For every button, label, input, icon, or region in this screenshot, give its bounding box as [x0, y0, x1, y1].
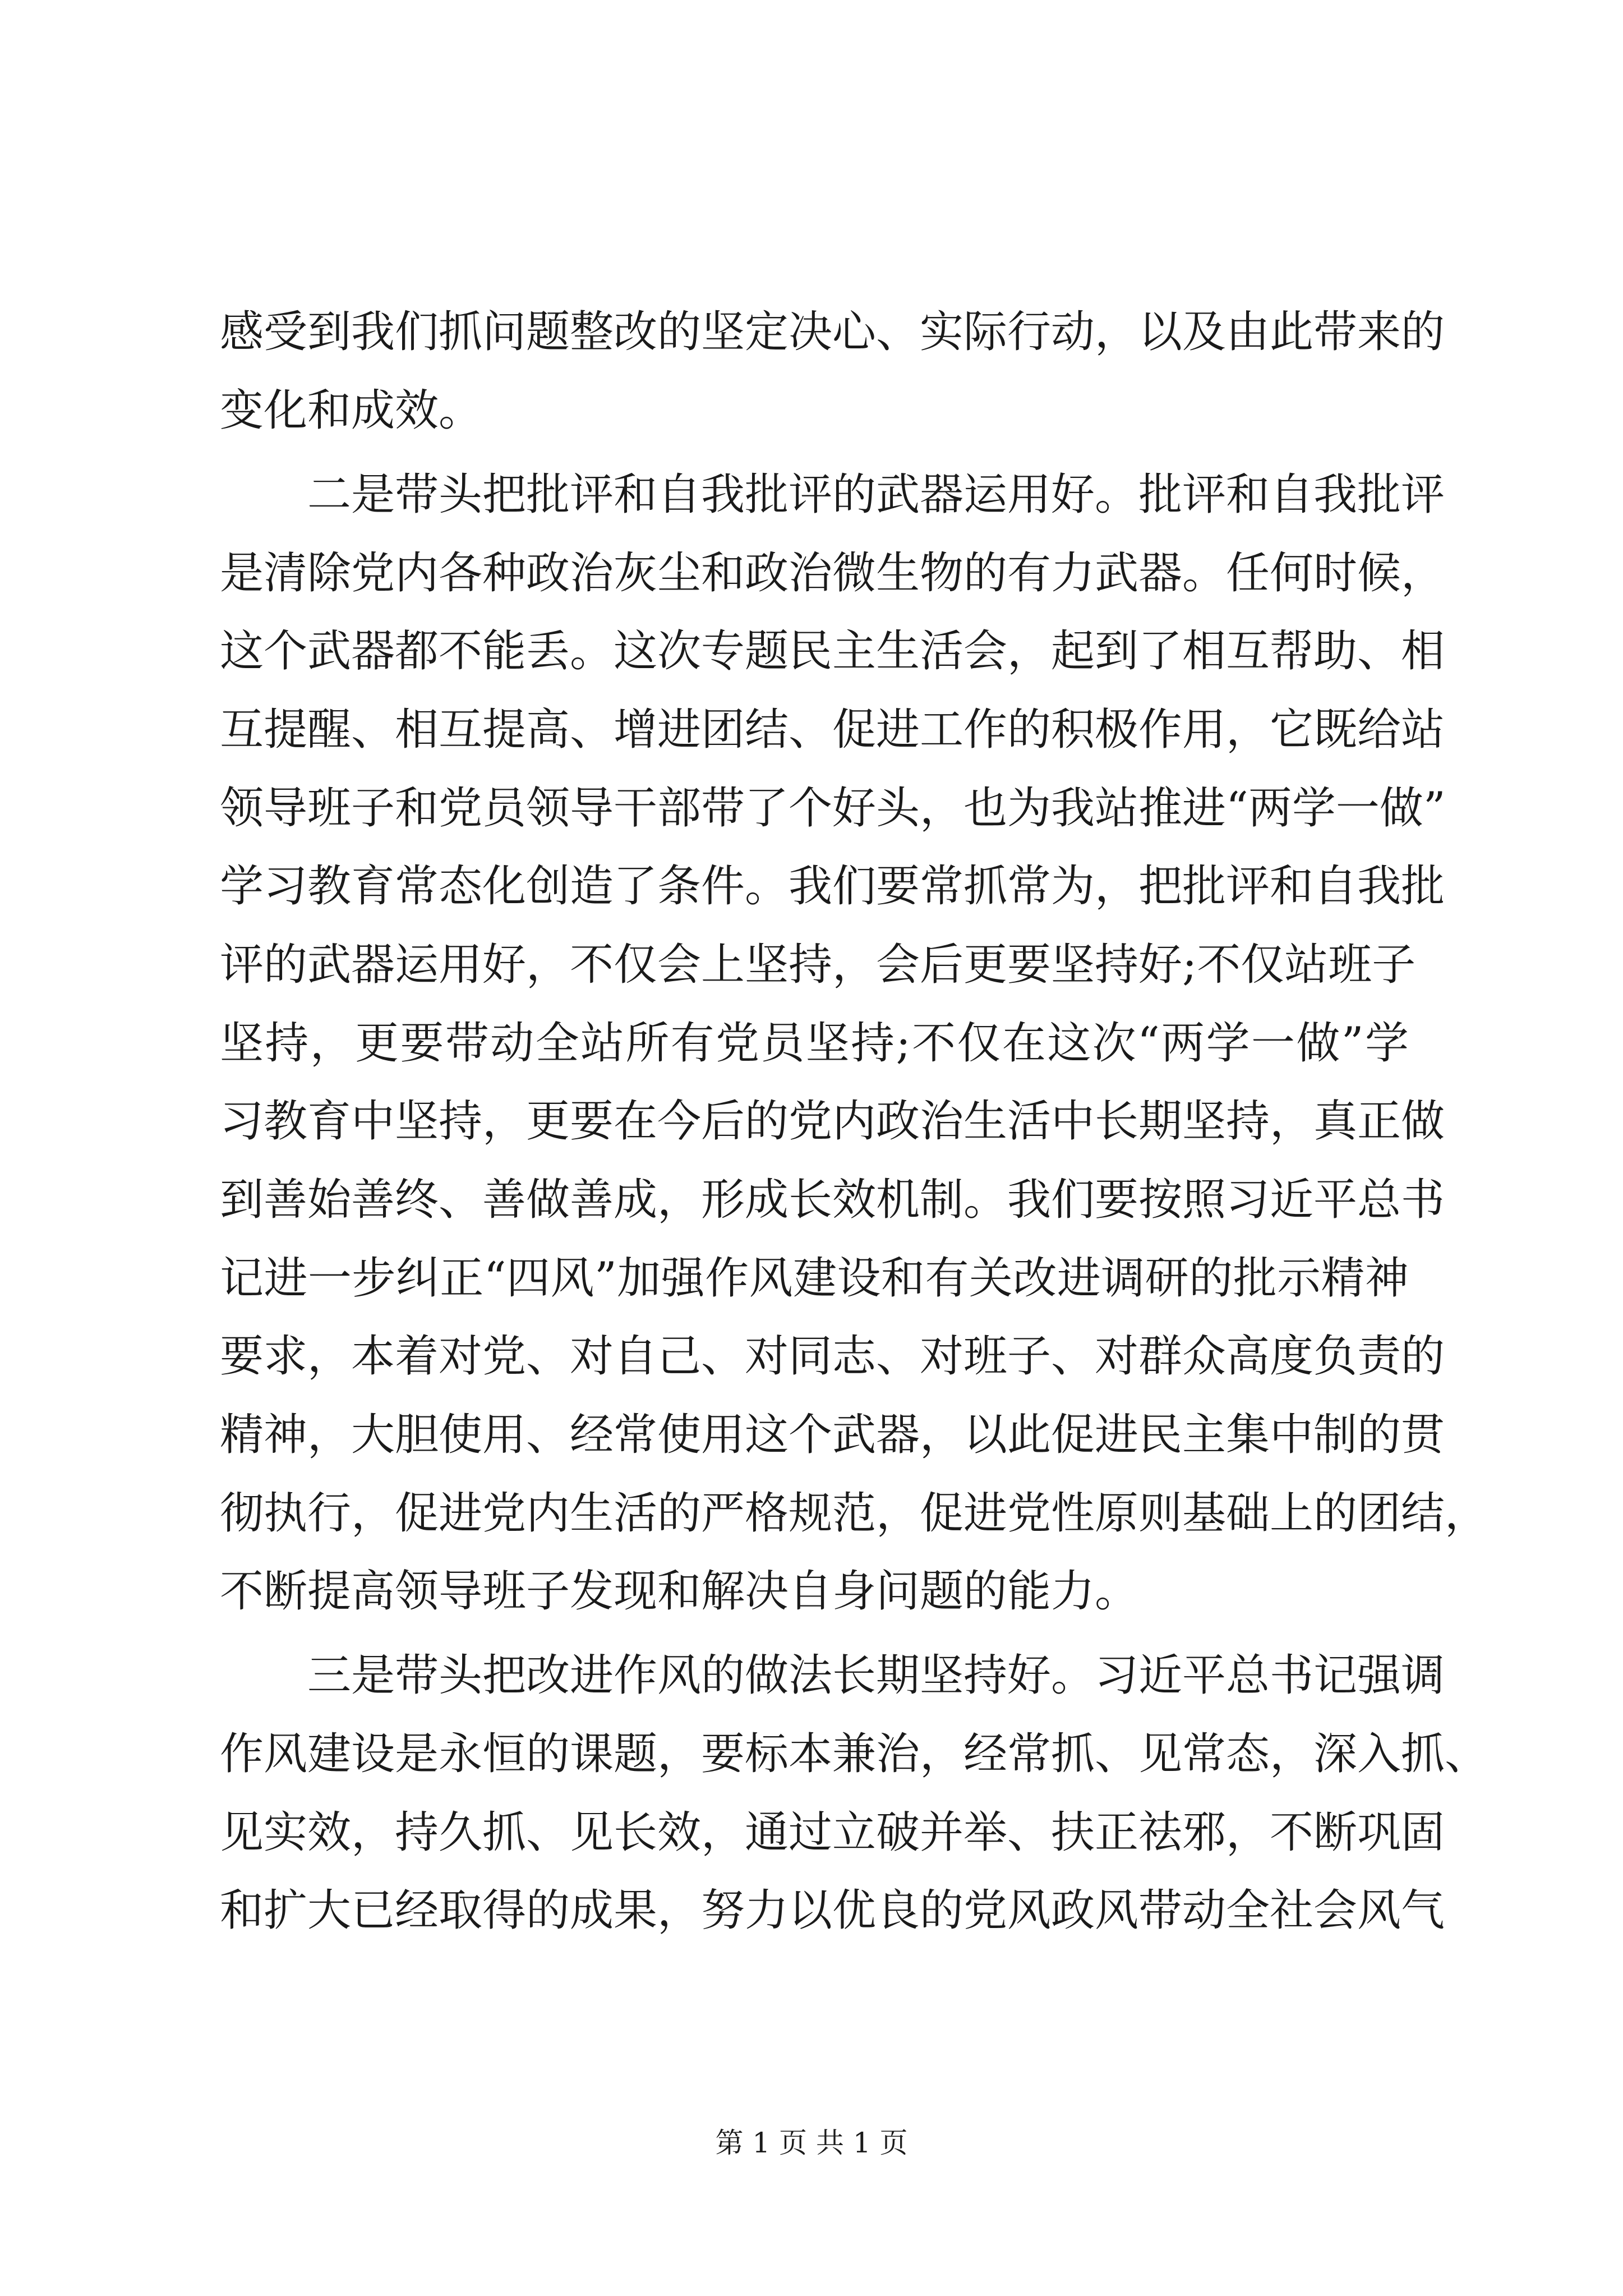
paragraph-2-line-2: 是清除党内各种政治灰尘和政治微生物的有力武器。任何时候，	[220, 548, 1445, 599]
paragraph-2-line-9: 习教育中坚持，更要在今后的党内政治生活中长期坚持，真正做	[220, 1096, 1445, 1147]
paragraph-2-line-4: 互提醒、相互提高、增进团结、促进工作的积极作用，它既给站	[220, 705, 1445, 755]
paragraph-3-line-2: 作风建设是永恒的课题，要标本兼治，经常抓、见常态，深入抓、	[220, 1729, 1489, 1779]
paragraph-1-line-1: 感受到我们抓问题整改的坚定决心、实际行动，以及由此带来的	[220, 307, 1445, 357]
paragraph-2-line-3: 这个武器都不能丢。这次专题民主生活会，起到了相互帮助、相	[220, 626, 1445, 677]
paragraph-2-line-13: 精神，大胆使用、经常使用这个武器，以此促进民主集中制的贯	[220, 1410, 1445, 1460]
paragraph-2-line-12: 要求，本着对党、对自己、对同志、对班子、对群众高度负责的	[220, 1331, 1445, 1382]
paragraph-2-line-7: 评的武器运用好，不仅会上坚持，会后更要坚持好;不仅站班子	[220, 940, 1416, 990]
paragraph-3-line-4: 和扩大已经取得的成果，努力以优良的党风政风带动全社会风气	[220, 1885, 1445, 1936]
paragraph-1-line-2: 变化和成效。	[220, 385, 483, 436]
paragraph-2-line-1: 二是带头把批评和自我批评的武器运用好。批评和自我批评	[307, 470, 1445, 520]
paragraph-3-line-3: 见实效，持久抓、见长效，通过立破并举、扶正祛邪，不断巩固	[220, 1807, 1445, 1858]
page-number-footer: 第 1 页 共 1 页	[715, 2127, 908, 2159]
paragraph-2-line-8: 坚持，更要带动全站所有党员坚持;不仅在这次“两学一做”学	[220, 1018, 1409, 1069]
paragraph-2-line-6: 学习教育常态化创造了条件。我们要常抓常为，把批评和自我批	[220, 861, 1445, 912]
paragraph-3-line-1: 三是带头把改进作风的做法长期坚持好。习近平总书记强调	[307, 1650, 1445, 1701]
paragraph-2-line-5: 领导班子和党员领导干部带了个好头，也为我站推进“两学一做”	[220, 783, 1446, 834]
paragraph-2-line-14: 彻执行，促进党内生活的严格规范，促进党性原则基础上的团结，	[220, 1488, 1489, 1539]
paragraph-2-line-11: 记进一步纠正“四风”加强作风建设和有关改进调研的批示精神	[220, 1253, 1409, 1304]
paragraph-2-line-15: 不断提高领导班子发现和解决自身问题的能力。	[220, 1566, 1139, 1617]
paragraph-2-line-10: 到善始善终、善做善成，形成长效机制。我们要按照习近平总书	[220, 1175, 1445, 1225]
